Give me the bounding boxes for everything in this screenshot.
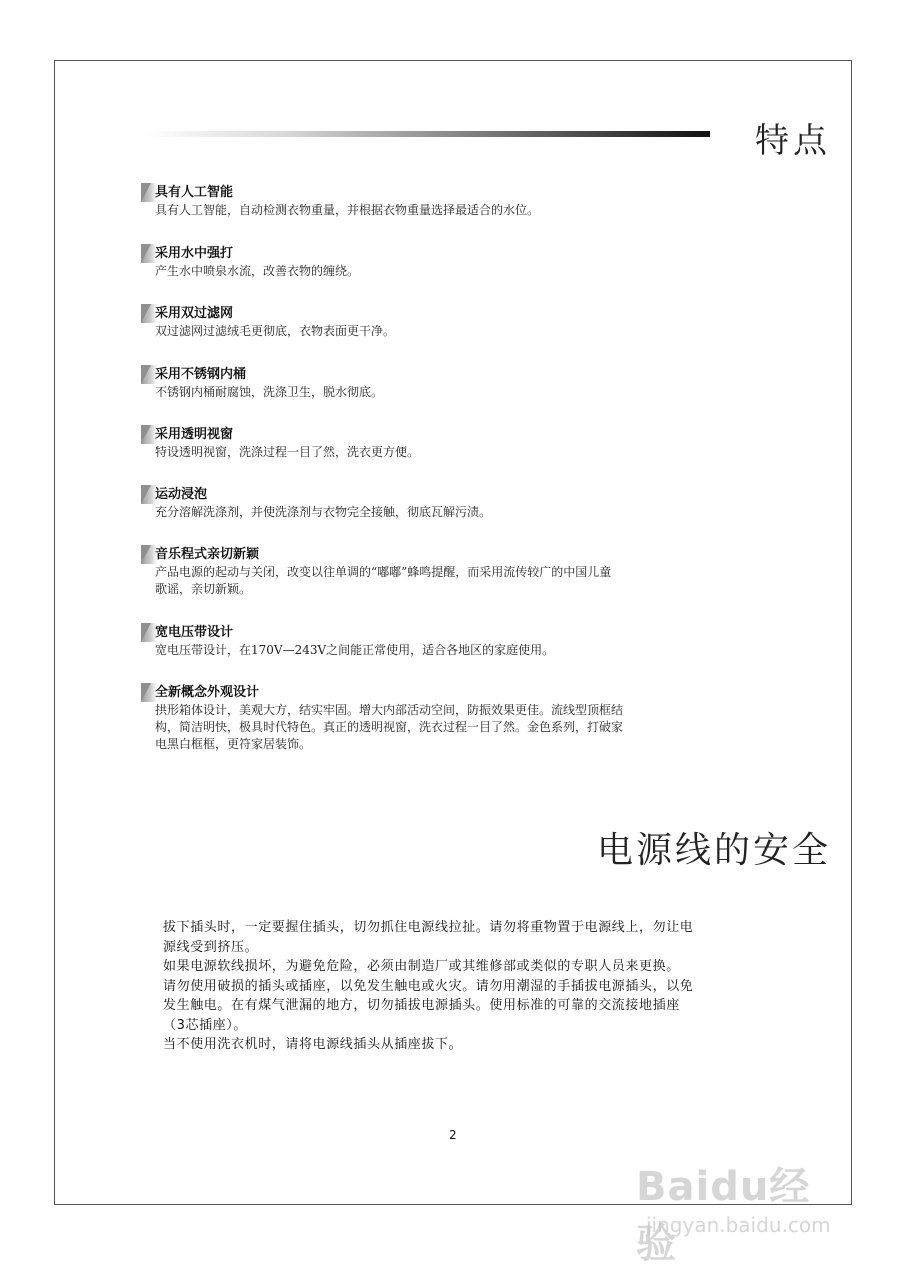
page-number: 2 <box>449 1128 457 1142</box>
feature-item <box>141 485 701 521</box>
feature-description: 宽电压带设计，在170V—243V之间能正常使用，适合各地区的家庭使用。 <box>155 643 555 657</box>
feature-description: 特设透明视窗，洗涤过程一目了然，洗衣更方便。 <box>155 445 420 459</box>
watermark-url: jingyan.baidu.com <box>646 1213 831 1237</box>
feature-heading: 宽电压带设计 <box>141 623 701 642</box>
feature-description: 电黑白框框，更符家居装饰。 <box>155 737 312 751</box>
feature-heading: 采用水中强打 <box>141 244 701 263</box>
feature-item <box>141 425 701 461</box>
feature-description: 构，简洁明快，极具时代特色。真正的透明视窗，洗衣过程一目了然。金色系列，打破家 <box>155 720 624 734</box>
feature-description: 不锈钢内桶耐腐蚀，洗涤卫生，脱水彻底。 <box>155 385 384 399</box>
feature-heading: 采用透明视窗 <box>141 425 701 444</box>
feature-description: 充分溶解洗涤剂，并使洗涤剂与衣物完全接触，彻底瓦解污渍。 <box>155 505 492 519</box>
safety-line: 拔下插头时，一定要握住插头，切勿抓住电源线拉扯。请勿将重物置于电源线上，勿让电 <box>163 920 694 935</box>
feature-heading: 采用不锈钢内桶 <box>141 365 701 384</box>
feature-description: 产品电源的起动与关闭，改变以往单调的“嘟嘟”蜂鸣提醒，而采用流传较广的中国儿童 <box>155 565 612 579</box>
feature-heading: 全新概念外观设计 <box>141 683 701 702</box>
feature-description: 歌谣，亲切新颖。 <box>155 582 252 596</box>
safety-title: 电源线的安全 <box>596 830 831 871</box>
feature-description: 拱形箱体设计，美观大方，结实牢固。增大内部活动空间，防振效果更佳。流线型顶框结 <box>155 703 624 717</box>
feature-item <box>141 623 701 659</box>
safety-line: 源线受到挤压。 <box>163 939 259 955</box>
features-title: 特点 <box>755 121 831 161</box>
safety-line: 发生触电。在有煤气泄漏的地方，切勿插拔电源插头。使用标准的可靠的交流接地插座 <box>163 998 680 1013</box>
feature-description: 产生水中喷泉水流，改善衣物的缠绕。 <box>155 264 360 278</box>
feature-item <box>141 365 701 401</box>
safety-line: 如果电源软线损坏，为避免危险，必须由制造厂或其维修部或类似的专职人员来更换。 <box>163 959 680 974</box>
feature-item <box>141 304 701 340</box>
feature-heading: 采用双过滤网 <box>141 304 701 323</box>
feature-item <box>141 183 701 219</box>
feature-item <box>141 545 701 598</box>
feature-description: 具有人工智能，自动检测衣物重量，并根据衣物重量选择最适合的水位。 <box>155 203 540 217</box>
safety-line: 请勿使用破损的插头或插座，以免发生触电或火灾。请勿用潮湿的手插拔电源插头，以免 <box>163 978 694 994</box>
feature-description: 双过滤网过滤绒毛更彻底，衣物表面更干净。 <box>155 324 396 338</box>
feature-heading: 音乐程式亲切新颖 <box>141 545 701 564</box>
safety-line: 当不使用洗衣机时，请将电源线插头从插座拔下。 <box>163 1037 463 1052</box>
title-gradient-bar <box>145 131 710 137</box>
safety-line: （3芯插座）。 <box>163 1017 247 1033</box>
feature-item <box>141 244 701 280</box>
safety-text <box>163 918 753 1055</box>
feature-item <box>141 683 701 753</box>
watermark-logo: Baidu经验 <box>636 1164 811 1267</box>
feature-heading: 具有人工智能 <box>141 183 701 202</box>
feature-heading: 运动浸泡 <box>141 485 701 504</box>
